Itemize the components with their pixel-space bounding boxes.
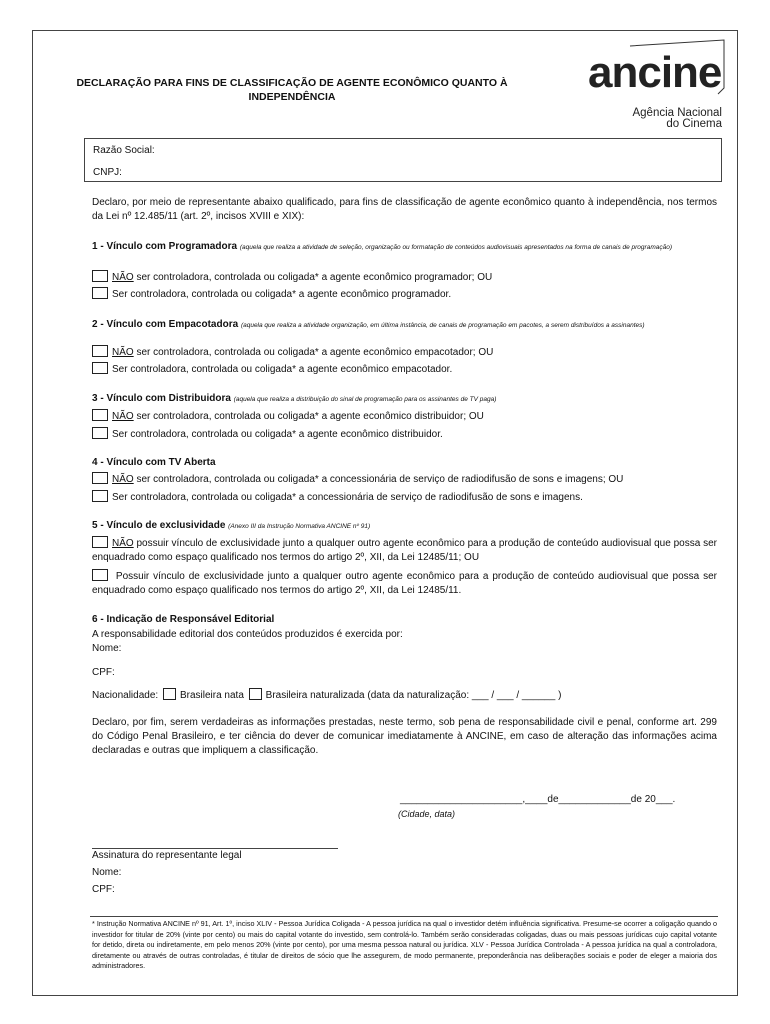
section2-option1-label: ser controladora, controlada ou coligada* a agente econômico empacotador; OU bbox=[133, 347, 494, 358]
section3-option2 bbox=[92, 427, 443, 442]
brasileira-nata-checkbox[interactable] bbox=[163, 688, 176, 700]
ancine-logo bbox=[578, 38, 728, 138]
razao-social-label: Razão Social: bbox=[93, 145, 155, 156]
nationality-row bbox=[92, 688, 561, 703]
footnote: * Instrução Normativa ANCINE nº 91, Art. 1º, inciso XLIV - Pessoa Jurídica Coligada - A pessoa jurídica na qual o investidor detém influência significativa. Presume-se ocorrer a coligação quando o investidor for titular de 20% (vinte por cento) ou mais do capital votante do investido, sem controlá-lo. Também serão consideradas coligadas, duas ou mais pessoas jurídicas cujo capital votante for detido, direta ou indiretamente, em pelo menos 20% (vinte por cento), por uma mesma pessoa natural ou jurídica. XLV - Pessoa Jurídica Controlada - A pessoa jurídica na qual a controladora, diretamente ou através de outras controladas, é titular de direitos de sócio que lhe assegurem, de modo permanente, preponderância nas deliberações sociais e poder de eleger a maioria dos administradores. bbox=[92, 919, 717, 970]
logo-wordmark: ancine bbox=[588, 48, 722, 97]
footnote-divider bbox=[90, 916, 718, 917]
section1-option1 bbox=[92, 270, 492, 285]
brasileira-naturalizada-label: Brasileira naturalizada (data da naturalização: ___ / ___ / ______ ) bbox=[265, 690, 562, 701]
intro-paragraph: Declaro, por meio de representante abaixo qualificado, para fins de classificação de agente econômico quanto à independência, nos termos da Lei nº 12.485/11 (art. 2º, incisos XVIII e XIX): bbox=[92, 197, 717, 222]
closing-paragraph: Declaro, por fim, serem verdadeiras as informações prestadas, neste termo, sob pena de responsabilidade civil e penal, conforme art. 299 do Código Penal Brasileiro, e ter ciência do dever de comunicar imediatamente à ANCINE, em caso de alteração das informações acima declaradas e outras que impliquem a classificação. bbox=[92, 717, 717, 756]
section3-option2-checkbox[interactable] bbox=[92, 427, 108, 439]
section1-note: (aquela que realiza a atividade de seleção, organização ou formatação de conteúdos audiovisuais apresentados na forma de canais de programação) bbox=[239, 244, 672, 251]
section4-title: 4 - Vínculo com TV Aberta bbox=[92, 457, 216, 468]
signature-cpf-label: CPF: bbox=[92, 884, 115, 895]
section4-option1-label: ser controladora, controlada ou coligada* a concessionária de serviço de radiodifusão de sons e imagens; OU bbox=[133, 474, 624, 485]
section5-note: (Anexo III da Instrução Normativa ANCINE nº 91) bbox=[228, 523, 371, 530]
section4-option2-checkbox[interactable] bbox=[92, 490, 108, 502]
section2-title: 2 - Vínculo com Empacotadora bbox=[92, 319, 239, 330]
section2-option1-checkbox[interactable] bbox=[92, 345, 108, 357]
section3-option1 bbox=[92, 409, 484, 424]
section1-option2 bbox=[92, 287, 451, 302]
signature-label: Assinatura do representante legal bbox=[92, 850, 242, 861]
section3-heading bbox=[92, 392, 717, 407]
section2-option1-neg: NÃO bbox=[112, 347, 134, 358]
section3-option1-neg: NÃO bbox=[112, 411, 134, 422]
section6-nome-label: Nome: bbox=[92, 643, 122, 654]
brasileira-nata-label: Brasileira nata bbox=[179, 690, 244, 701]
section5-option1-neg: NÃO bbox=[112, 538, 134, 549]
section1-title: 1 - Vínculo com Programadora bbox=[92, 241, 238, 252]
section6-heading bbox=[92, 613, 717, 627]
section2-option2 bbox=[92, 362, 452, 377]
section3-option2-label: Ser controladora, controlada ou coligada* a agente econômico distribuidor. bbox=[112, 429, 443, 440]
section1-heading bbox=[92, 240, 717, 255]
section1-option1-neg: NÃO bbox=[112, 272, 134, 283]
section1-option1-label: ser controladora, controlada ou coligada* a agente econômico programador; OU bbox=[133, 272, 493, 283]
section3-option1-checkbox[interactable] bbox=[92, 409, 108, 421]
document-title: DECLARAÇÃO PARA FINS DE CLASSIFICAÇÃO DE AGENTE ECONÔMICO QUANTO À INDEPENDÊNCIA bbox=[76, 77, 508, 103]
section2-option2-checkbox[interactable] bbox=[92, 362, 108, 374]
section5-heading bbox=[92, 519, 717, 534]
section2-heading bbox=[92, 318, 717, 333]
logo-subtitle-line2: do Cinema bbox=[666, 118, 722, 130]
section3-note: (aquela que realiza a distribuição do sinal de programação para os assinantes de TV paga) bbox=[233, 396, 497, 403]
section4-heading bbox=[92, 456, 717, 470]
section4-option2-label: Ser controladora, controlada ou coligada* a concessionária de serviço de radiodifusão de sons e imagens. bbox=[112, 492, 583, 503]
section4-option1-checkbox[interactable] bbox=[92, 472, 108, 484]
section1-option2-label: Ser controladora, controlada ou coligada* a agente econômico programador. bbox=[112, 289, 452, 300]
section4-option2 bbox=[92, 490, 583, 505]
section5-option2-checkbox[interactable] bbox=[92, 569, 108, 581]
nationality-label: Nacionalidade: bbox=[92, 690, 159, 701]
section3-title: 3 - Vínculo com Distribuidora bbox=[92, 393, 231, 404]
logo-subtitle bbox=[632, 108, 722, 130]
cnpj-label: CNPJ: bbox=[93, 167, 122, 178]
section5-title: 5 - Vínculo de exclusividade bbox=[92, 520, 226, 531]
date-caption: (Cidade, data) bbox=[398, 809, 456, 819]
section4-option1 bbox=[92, 472, 623, 487]
section1-option2-checkbox[interactable] bbox=[92, 287, 108, 299]
logo-subtitle-line1: Agência Nacional bbox=[632, 107, 722, 119]
section3-option1-label: ser controladora, controlada ou coligada* a agente econômico distribuidor; OU bbox=[133, 411, 484, 422]
company-id-box bbox=[84, 138, 722, 182]
section5-option2-label: Possuir vínculo de exclusividade junto a qualquer outro agente econômico para a produção de conteúdo audiovisual que possa ser enquadrado como espaço qualificado nos termos do artigo 2º, XII, da Lei 12485/11. bbox=[92, 571, 717, 596]
section2-note: (aquela que realiza a atividade organização, em última instância, de canais de programação em pacotes, a serem distribuídos a assinantes) bbox=[240, 322, 645, 329]
brasileira-naturalizada-checkbox[interactable] bbox=[249, 688, 262, 700]
section6-title: 6 - Indicação de Responsável Editorial bbox=[92, 614, 275, 625]
section6-cpf-label: CPF: bbox=[92, 667, 115, 678]
section5-option1-label: possuir vínculo de exclusividade junto a qualquer outro agente econômico para a produção de conteúdo audiovisual que possa ser enquadrado como espaço qualificado nos termos do artigo 2º, XII, da Lei 12485/11; OU bbox=[92, 538, 717, 563]
section4-option1-neg: NÃO bbox=[112, 474, 134, 485]
date-line: ______________________,____de_____________de 20___. bbox=[400, 794, 676, 805]
section2-option1 bbox=[92, 345, 493, 360]
section5-option2 bbox=[92, 569, 717, 598]
signature-nome-label: Nome: bbox=[92, 867, 122, 878]
section2-option2-label: Ser controladora, controlada ou coligada* a agente econômico empacotador. bbox=[112, 364, 453, 375]
section5-option1 bbox=[92, 536, 717, 565]
section6-text: A responsabilidade editorial dos conteúdos produzidos é exercida por: bbox=[92, 629, 403, 640]
section5-option1-checkbox[interactable] bbox=[92, 536, 108, 548]
section1-option1-checkbox[interactable] bbox=[92, 270, 108, 282]
